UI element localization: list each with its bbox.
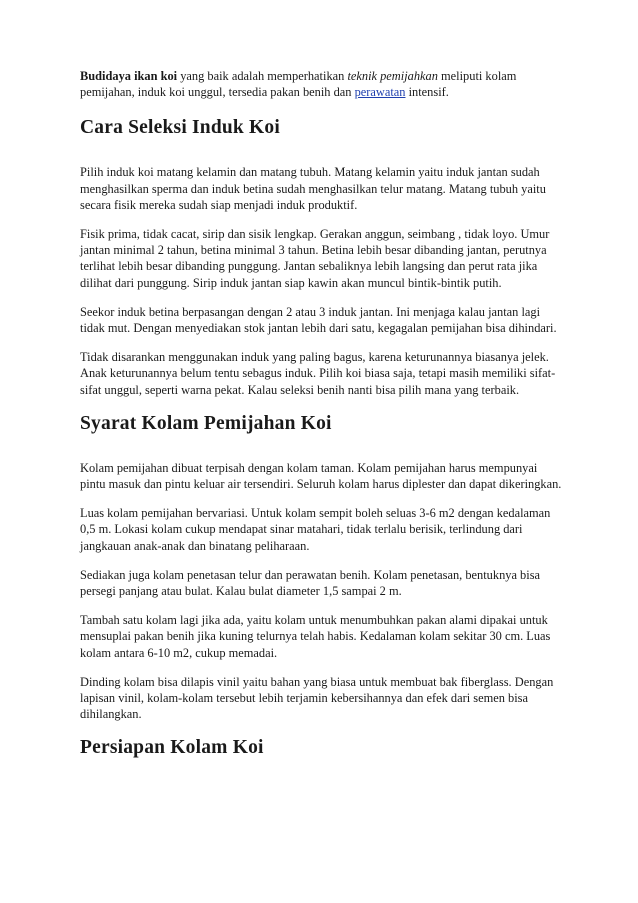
intro-text-b: meliputi kolam pemijahan, induk koi unggul, tersedia pakan benih dan: [80, 69, 517, 100]
intro-text-c: intensif.: [405, 85, 449, 100]
intro-italic: teknik pemijahkan: [347, 69, 438, 83]
paragraph: Seekor induk betina berpasangan dengan 2 atau 3 induk jantan. Ini menjaga kalau jantan lagi tidak mut. Dengan menyediakan stok jantan lebih dari satu, kegagalan pemijahan bisa dihindari.: [80, 304, 557, 336]
paragraph: Pilih induk koi matang kelamin dan matang tubuh. Matang kelamin yaitu induk jantan sudah menghasilkan sperma dan induk betina sudah menghasilkan telur matang. Matang tubuh yaitu secara fisik mereka sudah siap menjadi induk produktif.: [80, 165, 546, 212]
document-page: [80, 68, 565, 784]
paragraph: Sediakan juga kolam penetasan telur dan perawatan benih. Kolam penetasan, bentuknya bisa persegi panjang atau bulat. Kalau bulat diameter 1,5 sampai 2 m.: [80, 567, 541, 599]
paragraph: Tidak disarankan menggunakan induk yang paling bagus, karena keturunannya biasanya jelek. Anak keturunannya belum tentu sebagus induk. Pilih koi biasa saja, tetapi masih memiliki sifat-sifat unggul, seperti warna pekat. Kalau seleksi benih nanti bisa pilih mana yang terbaik.: [80, 350, 556, 397]
section-heading-persiapan-kolam: Persiapan Kolam Koi: [80, 737, 264, 759]
section-heading-syarat-kolam: Syarat Kolam Pemijahan Koi: [80, 412, 332, 434]
intro-paragraph: [80, 68, 565, 100]
paragraph: Luas kolam pemijahan bervariasi. Untuk kolam sempit boleh seluas 3-6 m2 dengan kedalaman 0,5 m. Lokasi kolam cukup mendapat sinar matahari, tidak terlalu berisik, terlindung dari jangkauan anak-anak dan binatang peliharaan.: [80, 506, 551, 553]
paragraph: Tambah satu kolam lagi jika ada, yaitu kolam untuk menumbuhkan pakan alami dipakai untuk mensuplai pakan benih jika kuning telurnya telah habis. Kedalaman kolam sekitar 30 cm. Luas kolam antara 6-10 m2, cukup memadai.: [80, 613, 551, 660]
perawatan-link[interactable]: perawatan: [354, 85, 406, 100]
paragraph: Kolam pemijahan dibuat terpisah dengan kolam taman. Kolam pemijahan harus mempunyai pintu masuk dan pintu keluar air tersendiri. Seluruh kolam harus diplester dan dapat dikeringkan.: [80, 460, 562, 492]
section-heading-seleksi: Cara Seleksi Induk Koi: [80, 117, 280, 139]
intro-text-a: yang baik adalah memperhatikan: [177, 69, 348, 83]
intro-bold-lead: Budidaya ikan koi: [80, 69, 178, 83]
paragraph: Dinding kolam bisa dilapis vinil yaitu bahan yang biasa untuk membuat bak fiberglass. Dengan lapisan vinil, kolam-kolam tersebut lebih terjamin kebersihannya dan efek dari semen bisa dihilangkan.: [80, 674, 554, 722]
paragraph: Fisik prima, tidak cacat, sirip dan sisik lengkap. Gerakan anggun, seimbang , tidak loyo. Umur jantan minimal 2 tahun, betina minimal 3 tahun. Betina lebih besar dibanding jantan, perutnya terlihat lebih besar dibanding punggung. Jantan sebaliknya lebih langsing dan perut rata jika dilihat dari punggung. Sirip induk jantan siap kawin akan muncul bintik-bintik putih.: [80, 227, 550, 290]
